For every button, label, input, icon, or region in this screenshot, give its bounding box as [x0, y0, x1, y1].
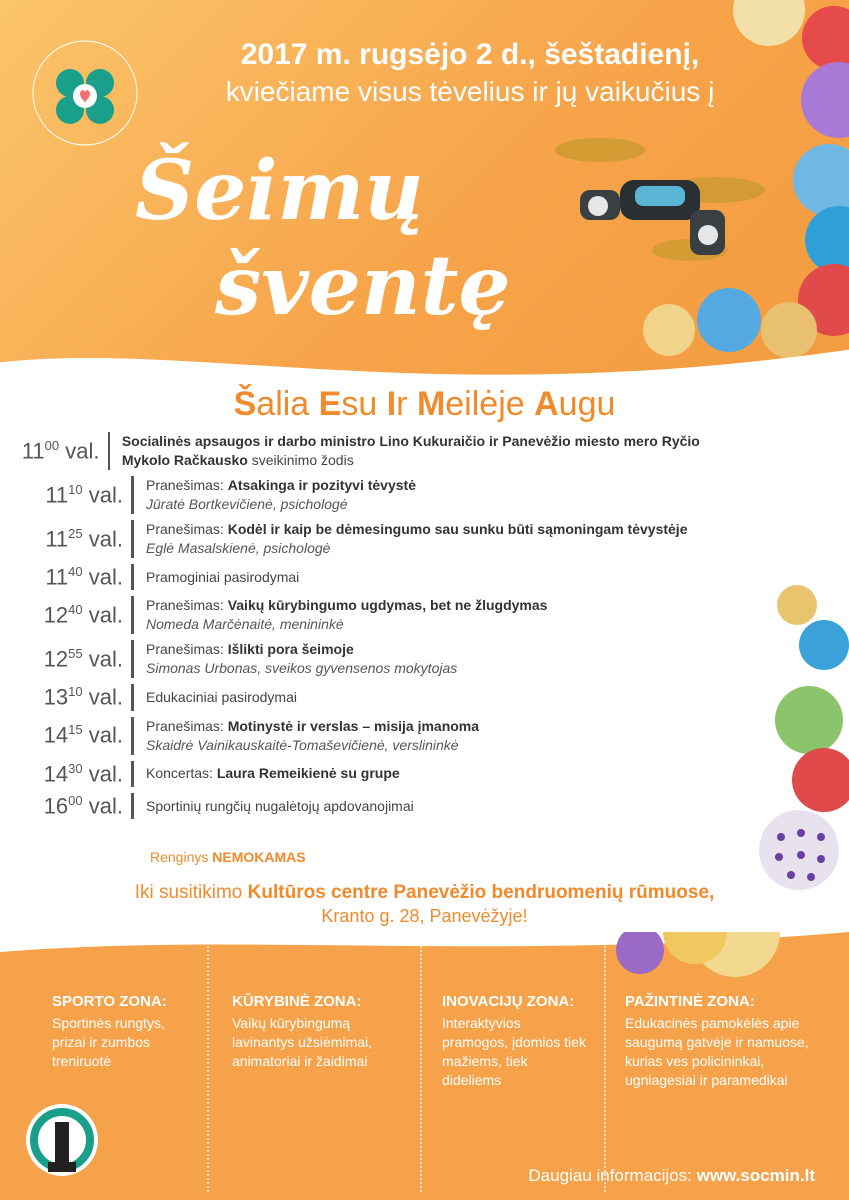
hero-banner — [0, 0, 849, 380]
time-minute: 00 — [44, 437, 60, 453]
schedule-description — [146, 520, 687, 558]
time-hour: 12 — [43, 602, 69, 628]
time-divider — [131, 684, 134, 710]
desc-bold: Atsakinga ir pozityvi tėvystė — [227, 477, 416, 493]
schedule-description — [146, 640, 457, 678]
zone-text: Vaikų kūrybingumą lavinantys užsiėmimai, animatoriai ir žaidimai — [232, 1015, 373, 1069]
zone-creative — [232, 992, 402, 1071]
schedule-description — [146, 797, 414, 816]
time-hour: 14 — [43, 760, 69, 786]
time-unit: val. — [88, 482, 123, 508]
schedule-description — [146, 764, 400, 783]
slogan-initial: M — [416, 385, 446, 423]
free-lead: Renginys — [150, 849, 213, 865]
time-divider — [108, 432, 110, 470]
time-hour: 11 — [45, 564, 69, 590]
venue-name: Kultūros centre Panevėžio bendruomenių rūmuose, — [247, 882, 715, 903]
schedule-time — [20, 722, 131, 748]
slogan-word: alia — [256, 385, 319, 423]
slogan-word: r — [396, 385, 417, 423]
desc-lead: Koncertas: — [146, 765, 217, 782]
schedule-time — [20, 482, 131, 508]
schedule-time — [20, 526, 131, 552]
schedule-row — [20, 476, 750, 514]
drone-icon — [540, 120, 770, 290]
time-hour: 16 — [43, 793, 69, 819]
zones-footer — [0, 932, 849, 1200]
speaker: Simonas Urbonas, sveikos gyvensenos mokytojas — [146, 660, 458, 677]
desc-lead: Edukaciniai pasirodymai — [146, 688, 297, 705]
time-divider — [131, 564, 134, 590]
desc-lead: Pranešimas: — [146, 641, 228, 658]
venue-line — [0, 882, 849, 904]
time-minute: 00 — [68, 792, 83, 808]
zone-learning — [625, 992, 815, 1090]
venue-address: Kranto g. 28, Panevėžyje! — [321, 906, 528, 926]
venue-lead: Iki susitikimo — [134, 882, 248, 903]
desc-lead: Pranešimas: — [146, 597, 228, 614]
time-divider — [131, 793, 134, 819]
schedule-description — [146, 596, 547, 634]
schedule-time — [20, 761, 131, 787]
free-entry-note — [150, 849, 306, 865]
desc-bold: Išlikti pora šeimoje — [227, 641, 354, 658]
slogan-initial: E — [318, 385, 342, 423]
time-divider — [131, 596, 134, 634]
desc-lead: Pramoginiai pasirodymai — [146, 568, 300, 585]
time-minute: 15 — [68, 722, 83, 738]
schedule-description — [122, 432, 750, 470]
time-hour: 11 — [45, 482, 69, 508]
schedule-time — [20, 564, 131, 590]
speaker: Skaidrė Vainikauskaitė-Tomaševičienė, verslininkė — [146, 736, 459, 753]
schedule-time — [20, 438, 108, 464]
schedule-row — [20, 684, 750, 710]
time-hour: 11 — [21, 438, 45, 464]
schedule-row — [20, 596, 750, 634]
time-unit: val. — [88, 793, 123, 819]
schedule-description — [146, 717, 479, 755]
schedule-time — [20, 684, 131, 710]
speaker: Eglė Masalskienė, psichologė — [146, 540, 331, 556]
slogan-initial: I — [386, 385, 397, 423]
slogan — [0, 385, 849, 424]
schedule-list — [20, 432, 750, 825]
invitation-text: kviečiame visus tėvelius ir jų vaikučius į — [225, 76, 715, 107]
zone-title: PAŽINTINĖ ZONA: — [625, 993, 755, 1010]
zone-title: SPORTO ZONA: — [52, 993, 167, 1010]
schedule-time — [20, 646, 131, 672]
time-divider — [131, 476, 134, 514]
speaker: Nomeda Marčėnaitė, menininkė — [146, 616, 344, 633]
schedule-description — [146, 688, 297, 707]
desc-lead: Sportinių rungčių nugalėtojų apdovanojimai — [146, 797, 414, 814]
time-unit: val. — [88, 646, 123, 672]
zone-title: INOVACIJŲ ZONA: — [442, 993, 575, 1010]
desc-lead: Pranešimas: — [146, 521, 228, 537]
desc-bold: Vaikų kūrybingumo ugdymas, bet ne žlugdymas — [227, 597, 548, 614]
desc-bold: Socialinės apsaugos ir darbo ministro Lino Kukuraičio ir Panevėžio miesto mero Ryčio Mykolo Račkausko — [121, 433, 700, 468]
schedule-row — [20, 640, 750, 678]
zone-text: Sportinės rungtys, prizai ir zumbos treniruotė — [52, 1015, 165, 1069]
desc-lead: Pranešimas: — [146, 717, 228, 734]
desc-bold: Kodėl ir kaip be dėmesingumo sau sunku būti sąmoningam tėvystėje — [227, 521, 688, 537]
schedule-row — [20, 520, 750, 558]
time-unit: val. — [88, 760, 123, 786]
slogan-word: eilėje — [445, 385, 535, 423]
zone-innovation — [442, 992, 590, 1090]
desc-bold: Motinystė ir verslas – misija įmanoma — [227, 717, 480, 734]
schedule-time — [20, 602, 131, 628]
time-unit: val. — [88, 684, 123, 710]
time-minute: 40 — [68, 602, 83, 618]
event-title-line2: šventę — [215, 238, 511, 334]
time-divider — [131, 640, 134, 678]
time-unit: val. — [88, 602, 123, 628]
time-divider — [131, 520, 134, 558]
time-unit: val. — [88, 526, 123, 552]
time-minute: 10 — [68, 481, 83, 497]
schedule-row — [20, 717, 750, 755]
time-unit: val. — [65, 438, 100, 464]
time-unit: val. — [88, 722, 123, 748]
slogan-initial: A — [534, 385, 559, 423]
zone-text: Interaktyvios pramogos, įdomios tiek mažiems, tiek dideliems — [442, 1015, 586, 1088]
event-date: 2017 m. rugsėjo 2 d., šeštadienį, — [240, 38, 700, 71]
time-minute: 25 — [68, 525, 83, 541]
time-minute: 10 — [68, 684, 83, 700]
time-minute: 40 — [68, 564, 83, 579]
zone-divider — [420, 942, 422, 1192]
zone-title: KŪRYBINĖ ZONA: — [232, 993, 362, 1010]
slogan-word: ugu — [558, 385, 616, 423]
desc-bold: Laura Remeikienė su grupe — [216, 765, 400, 782]
time-divider — [131, 761, 134, 787]
more-info — [528, 1166, 815, 1186]
event-title-line1: Šeimų — [135, 143, 424, 239]
schedule-row — [20, 761, 750, 787]
time-hour: 11 — [45, 526, 69, 552]
website-link[interactable]: www.socmin.lt — [696, 1166, 815, 1185]
slogan-initial: Š — [233, 385, 257, 423]
time-unit: val. — [88, 564, 123, 590]
more-info-lead: Daugiau informacijos: — [528, 1166, 697, 1185]
free-bold: NEMOKAMAS — [212, 849, 306, 865]
zone-divider — [604, 942, 606, 1192]
speaker: Jūratė Bortkevičienė, psichologė — [146, 496, 348, 512]
schedule-row — [20, 432, 750, 470]
desc-tail: sveikinimo žodis — [247, 452, 354, 468]
time-divider — [131, 717, 134, 755]
time-minute: 30 — [68, 760, 83, 776]
schedule-time — [20, 793, 131, 819]
slogan-word: su — [341, 385, 387, 423]
time-hour: 13 — [43, 684, 69, 710]
ministry-logo — [22, 1098, 102, 1188]
schedule-row — [20, 564, 750, 590]
seima-logo — [30, 38, 140, 148]
schedule-description — [146, 476, 416, 514]
desc-lead: Pranešimas: — [146, 477, 228, 493]
zone-text: Edukacinės pamokėlės apie saugumą gatvėje ir namuose, kurias ves policininkai, ugniagesiai ir paramedikai — [625, 1015, 809, 1088]
time-hour: 12 — [43, 646, 69, 672]
zone-divider — [207, 942, 209, 1192]
zone-sports — [52, 992, 202, 1071]
time-hour: 14 — [43, 722, 69, 748]
schedule-description — [146, 568, 299, 587]
time-minute: 55 — [68, 646, 83, 662]
schedule-row — [20, 793, 750, 819]
